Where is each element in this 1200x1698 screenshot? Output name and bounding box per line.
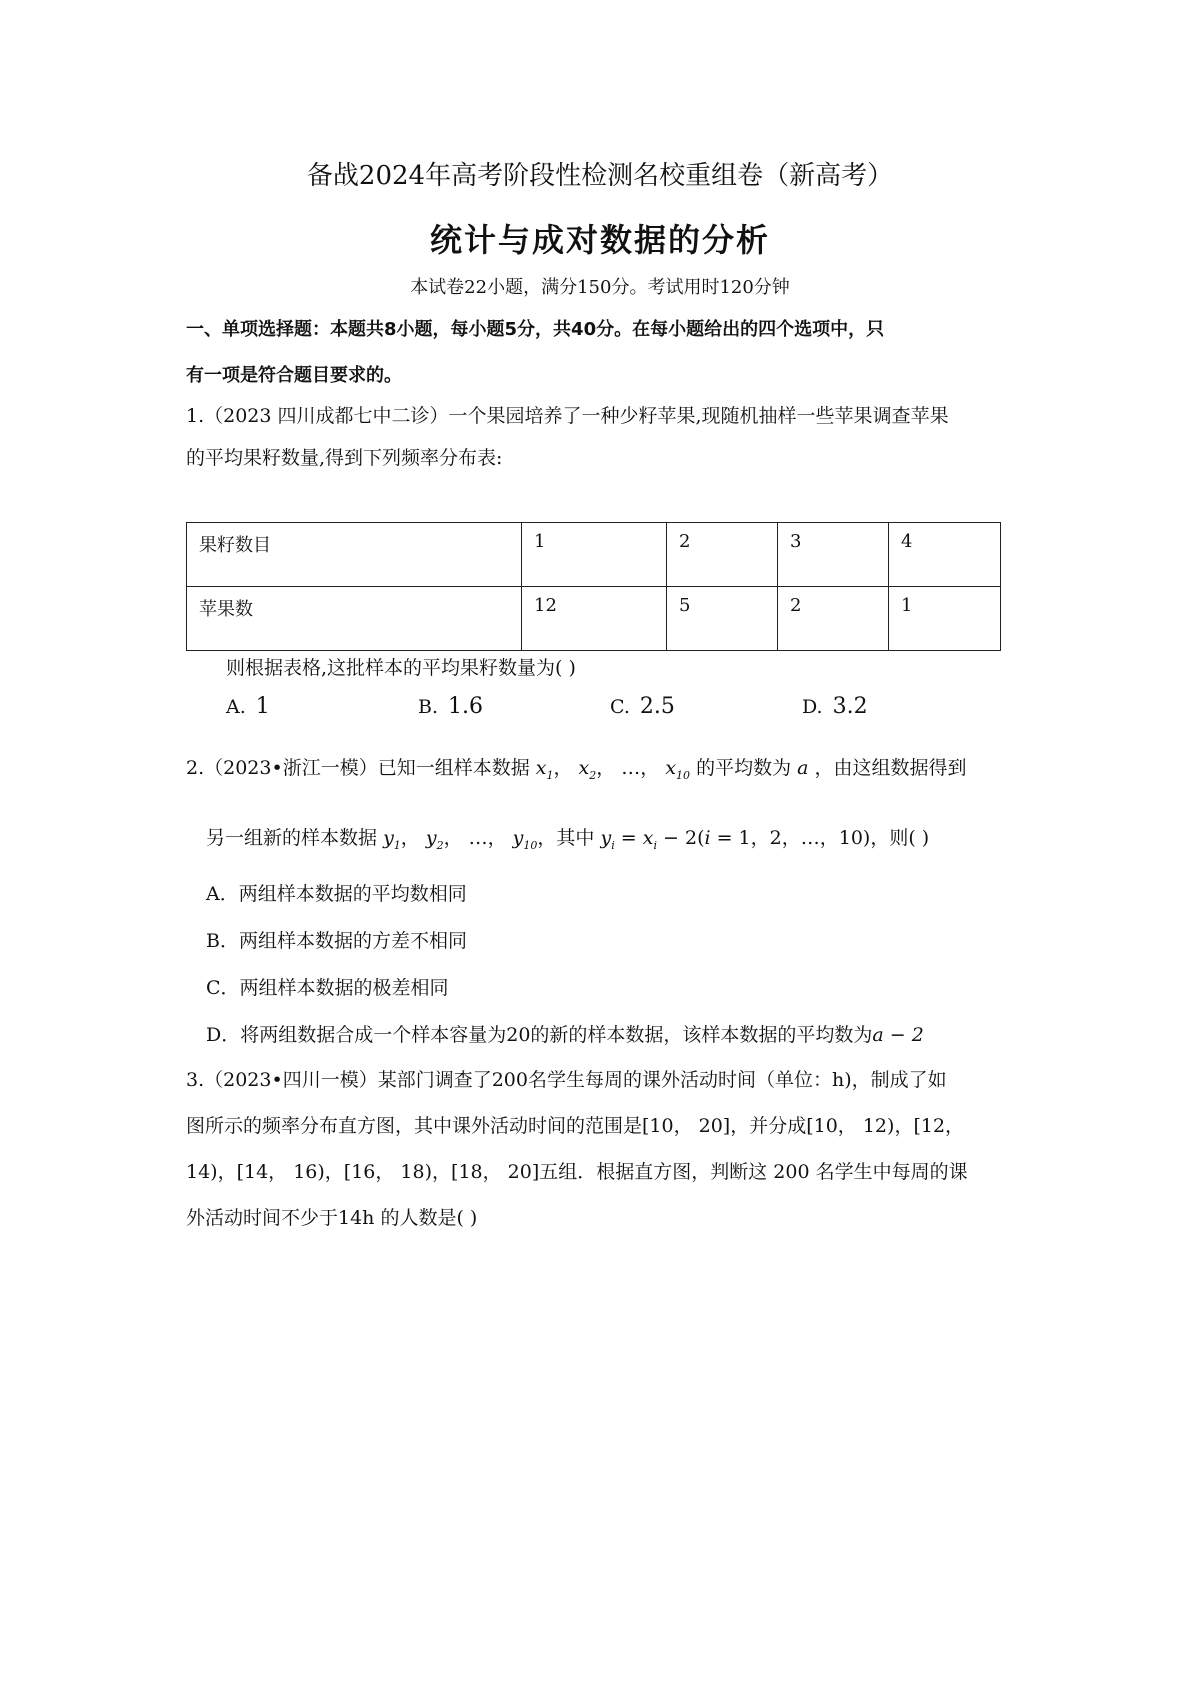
q1-option-c <box>610 694 675 719</box>
q3-text-line2: 图所示的频率分布直方图，其中课外活动时间的范围是[10， 20]，并分成[10， 12)，[12， <box>186 1115 965 1137</box>
q2-line2-mid: ，其中 <box>537 827 595 849</box>
q2-option-d <box>206 1021 924 1049</box>
option-value: 1 <box>255 694 270 719</box>
option-value: 1.6 <box>448 694 484 719</box>
table-cell: 2 <box>667 523 778 587</box>
q2-suffix: ，由这组数据得到 <box>814 757 967 779</box>
q2-prefix: 2.（2023•浙江一模）已知一组样本数据 <box>186 757 530 779</box>
option-label: C. <box>610 696 630 718</box>
section-heading-line2: 有一项是符合题目要求的。 <box>186 365 402 386</box>
q1-text-line1: 1.（2023 四川成都七中二诊）一个果园培养了一种少籽苹果,现随机抽样一些苹果调查苹果 <box>186 405 949 427</box>
q2-option-c: C．两组样本数据的极差相同 <box>206 977 449 999</box>
table-cell: 苹果数 <box>187 587 522 651</box>
math-y1: $y_1$ <box>383 827 401 852</box>
table-cell: 2 <box>778 587 889 651</box>
option-label: A. <box>226 696 246 718</box>
table-row <box>187 523 1001 587</box>
q1-option-a <box>226 694 270 719</box>
table-cell: 1 <box>889 587 1001 651</box>
q1-text-line2: 的平均果籽数量,得到下列频率分布表: <box>186 447 503 469</box>
q2-text-line2: 另一组新的样本数据 $y_1$， $y_2$， …， $y_{10}$，其中 $y_i = x_i - 2(i = 1$，2，…，10)，则( ) <box>206 827 930 852</box>
q2-line2-prefix: 另一组新的样本数据 <box>206 827 378 849</box>
table-cell: 1 <box>522 523 667 587</box>
math-x10: $x_{10}$ <box>665 757 691 782</box>
math-y10: $y_{10}$ <box>512 827 538 852</box>
q2-option-d-text: D．将两组数据合成一个样本容量为20的新的样本数据，该样本数据的平均数为 <box>206 1024 873 1046</box>
table-cell: 3 <box>778 523 889 587</box>
math-x2: $x_2$ <box>578 757 597 782</box>
option-label: D. <box>802 696 823 718</box>
q2-option-a: A．两组样本数据的平均数相同 <box>206 883 467 905</box>
q1-question: 则根据表格,这批样本的平均果籽数量为( ) <box>226 657 576 679</box>
math-a-minus-2: a − 2 <box>872 1024 924 1046</box>
section-heading-line1: 一、单项选择题：本题共8小题，每小题5分，共40分。在每小题给出的四个选项中，只 <box>186 319 885 340</box>
table-cell: 5 <box>667 587 778 651</box>
table-cell: 12 <box>522 587 667 651</box>
math-x1: $x_1$ <box>535 757 554 782</box>
frequency-table <box>186 522 1001 651</box>
math-y2: $y_2$ <box>425 827 444 852</box>
q2-mid: 的平均数为 <box>696 757 792 779</box>
q2-option-b: B．两组样本数据的方差不相同 <box>206 930 467 952</box>
q1-option-d <box>802 694 868 719</box>
q2-line2-suffix: ，则( ) <box>870 827 930 849</box>
math-formula: $y_i = x_i - 2(i = 1$，2，…，10) <box>600 827 871 852</box>
q1-option-b <box>418 694 483 719</box>
math-a: a <box>797 757 809 779</box>
paper-subtitle: 统计与成对数据的分析 <box>429 221 770 259</box>
q3-text-line1: 3.（2023•四川一模）某部门调查了200名学生每周的课外活动时间（单位：h)，制成了如 <box>186 1069 947 1091</box>
option-value: 3.2 <box>832 694 868 719</box>
option-label: B. <box>418 696 439 718</box>
exam-info: 本试卷22小题，满分150分。考试用时120分钟 <box>410 277 790 298</box>
q3-text-line3: 14)，[14， 16)，[16， 18)，[18， 20]五组．根据直方图，判断这 200 名学生中每周的课 <box>186 1161 968 1183</box>
table-row <box>187 587 1001 651</box>
option-value: 2.5 <box>639 694 675 719</box>
table-cell: 果籽数目 <box>187 523 522 587</box>
q2-text-line1: 2.（2023•浙江一模）已知一组样本数据 $x_1$， $x_2$， …， $x_{10}$ 的平均数为 a ，由这组数据得到 <box>186 757 967 782</box>
q3-text-line4: 外活动时间不少于14h 的人数是( ) <box>186 1207 478 1229</box>
page-title: 备战2024年高考阶段性检测名校重组卷（新高考） <box>306 161 894 191</box>
table-cell: 4 <box>889 523 1001 587</box>
